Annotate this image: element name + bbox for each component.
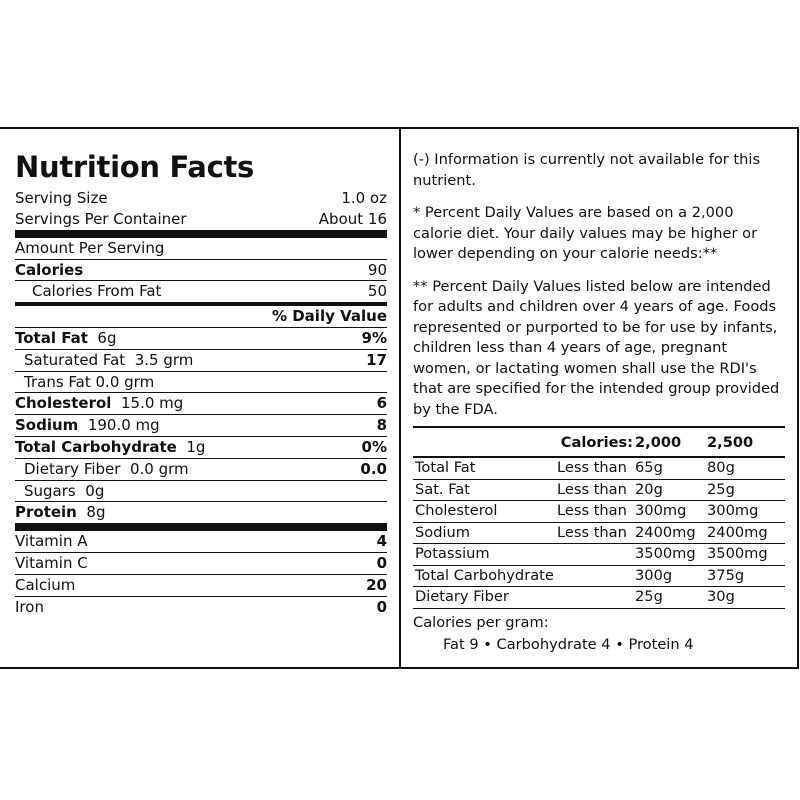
vitamin-name: Vitamin A xyxy=(15,532,88,551)
calories-per-gram xyxy=(413,612,694,656)
vitamin-dv: 0 xyxy=(376,597,387,616)
table-cell-name: Potassium xyxy=(415,545,490,562)
table-row xyxy=(413,544,785,566)
nutrient-row xyxy=(15,393,387,415)
table-row xyxy=(413,566,785,588)
serving-size-value: 1.0 oz xyxy=(341,189,387,207)
table-cell-name: Cholesterol xyxy=(415,502,498,519)
table-cell-qualifier: Less than xyxy=(557,480,627,498)
calories-per-gram-label: Calories per gram: xyxy=(413,614,549,631)
nutrient-name: Protein xyxy=(15,503,77,522)
table-cell-qualifier: Less than xyxy=(557,523,627,541)
serving-size-row xyxy=(15,188,387,209)
nutrient-amount: 0.0 grm xyxy=(130,459,189,478)
table-row xyxy=(413,523,785,545)
table-row xyxy=(413,480,785,502)
table-cell-2500: 3500mg xyxy=(707,545,768,562)
nutrient-dv: 0% xyxy=(361,437,387,456)
daily-value-header-row xyxy=(15,306,387,328)
reference-table-header xyxy=(413,432,785,458)
calories-2500-header: 2,500 xyxy=(707,434,754,451)
table-cell-2000: 65g xyxy=(635,459,663,476)
servings-per-container-row xyxy=(15,209,387,238)
table-cell-name: Sat. Fat xyxy=(415,480,470,498)
percent-dv-note: * Percent Daily Values are based on a 2,000 calorie diet. Your daily values may be higher or lower depending on your calorie needs:** xyxy=(413,204,758,262)
nutrient-amount: 1g xyxy=(186,437,206,456)
nutrient-row xyxy=(15,437,387,459)
nutrient-row xyxy=(15,415,387,437)
table-cell-2500: 25g xyxy=(707,480,735,498)
table-cell-qualifier: Less than xyxy=(557,502,627,519)
vitamin-row xyxy=(15,575,387,597)
nutrient-name: Total Carbohydrate xyxy=(15,437,177,456)
servings-per-container-value: About 16 xyxy=(318,209,387,228)
servings-per-container-label: Servings Per Container xyxy=(15,209,187,228)
nutrient-name: Sugars xyxy=(24,481,76,500)
nutrient-amount: 0g xyxy=(85,481,105,500)
nutrient-row xyxy=(15,350,387,372)
vitamin-row xyxy=(15,531,387,553)
vitamin-dv: 20 xyxy=(366,575,387,594)
reference-table-top-rule xyxy=(413,426,785,428)
table-cell-2500: 30g xyxy=(707,588,735,605)
table-cell-2000: 2400mg xyxy=(635,523,696,541)
vitamin-row xyxy=(15,553,387,575)
daily-value-header: % Daily Value xyxy=(271,307,387,326)
table-cell-2500: 375g xyxy=(707,566,745,584)
nutrient-amount: 190.0 mg xyxy=(87,416,160,435)
calories-per-gram-values: Fat 9 • Carbohydrate 4 • Protein 4 xyxy=(443,636,694,653)
table-cell-2000: 300g xyxy=(635,566,673,584)
calories-from-fat-row xyxy=(15,281,387,306)
table-cell-2000: 25g xyxy=(635,588,663,605)
nutrient-name: Total Fat xyxy=(15,328,88,347)
nutrient-name: Saturated Fat xyxy=(24,350,126,369)
table-row xyxy=(413,587,785,609)
nutrition-facts-title: Nutrition Facts xyxy=(15,150,254,184)
nutrient-row xyxy=(15,372,387,394)
vitamin-name: Iron xyxy=(15,597,44,616)
calories-row xyxy=(15,260,387,282)
nutrient-amount: 8g xyxy=(86,503,106,522)
nutrient-name: Trans Fat xyxy=(24,372,91,391)
amount-per-serving-row xyxy=(15,238,387,260)
nutrition-facts-panel xyxy=(15,150,387,618)
nutrient-row xyxy=(15,502,387,531)
table-cell-2500: 2400mg xyxy=(707,523,768,541)
nutrient-dv: 6 xyxy=(376,394,387,413)
table-cell-2500: 80g xyxy=(707,459,735,476)
table-cell-2000: 20g xyxy=(635,480,663,498)
panel-divider xyxy=(399,127,401,669)
nutrient-dv: 9% xyxy=(361,328,387,347)
nutrient-dv: 0.0 xyxy=(360,459,387,478)
table-cell-2000: 300mg xyxy=(635,502,687,519)
table-cell-2500: 300mg xyxy=(707,502,759,519)
table-cell-qualifier: Less than xyxy=(557,459,627,476)
nutrient-dv: 8 xyxy=(376,416,387,435)
table-cell-name: Sodium xyxy=(415,523,470,541)
vitamin-row xyxy=(15,597,387,618)
table-cell-2000: 3500mg xyxy=(635,545,696,562)
table-cell-name: Dietary Fiber xyxy=(415,588,509,605)
nutrient-amount: 3.5 grm xyxy=(134,350,194,369)
calories-from-fat-label: Calories From Fat xyxy=(32,282,162,301)
calories-label: Calories xyxy=(15,260,84,279)
serving-size-label: Serving Size xyxy=(15,189,108,207)
vitamin-dv: 4 xyxy=(376,532,387,551)
nutrient-row xyxy=(15,459,387,481)
vitamin-dv: 0 xyxy=(376,554,387,573)
nutrient-amount: 15.0 mg xyxy=(120,394,184,413)
vitamin-name: Calcium xyxy=(15,575,76,594)
nutrient-row xyxy=(15,328,387,350)
table-cell-name: Total Fat xyxy=(415,459,476,476)
table-row xyxy=(413,501,785,523)
nutrient-dv: 17 xyxy=(366,350,387,369)
calories-from-fat-value: 50 xyxy=(367,282,387,301)
vitamin-name: Vitamin C xyxy=(15,554,88,573)
amount-per-serving-label: Amount Per Serving xyxy=(15,238,165,257)
calories-value: 90 xyxy=(367,260,387,279)
nutrient-name: Sodium xyxy=(15,416,79,435)
nutrient-row xyxy=(15,481,387,503)
nutrient-name: Cholesterol xyxy=(15,394,112,413)
calories-2000-header: 2,000 xyxy=(635,434,682,451)
percent-dv-listed-note: ** Percent Daily Values listed below are intended for adults and children over 4 years of age. Foods represented or purported to be for use by infants, children less than 4 years of age, pregnant women, or lactating women shall use the RDI's that are specified for the intended group provided by the FDA. xyxy=(413,277,780,418)
table-cell-name: Total Carbohydrate xyxy=(415,566,554,584)
nutrient-amount: 6g xyxy=(97,328,117,347)
reference-table xyxy=(413,432,785,609)
calories-header-label: Calories: xyxy=(560,434,633,451)
nutrient-name: Dietary Fiber xyxy=(24,459,121,478)
nutrient-amount: 0.0 grm xyxy=(95,372,155,391)
table-row xyxy=(413,458,785,480)
notes-panel xyxy=(413,150,785,432)
info-unavailable-note: (-) Information is currently not available for this nutrient. xyxy=(413,151,761,189)
